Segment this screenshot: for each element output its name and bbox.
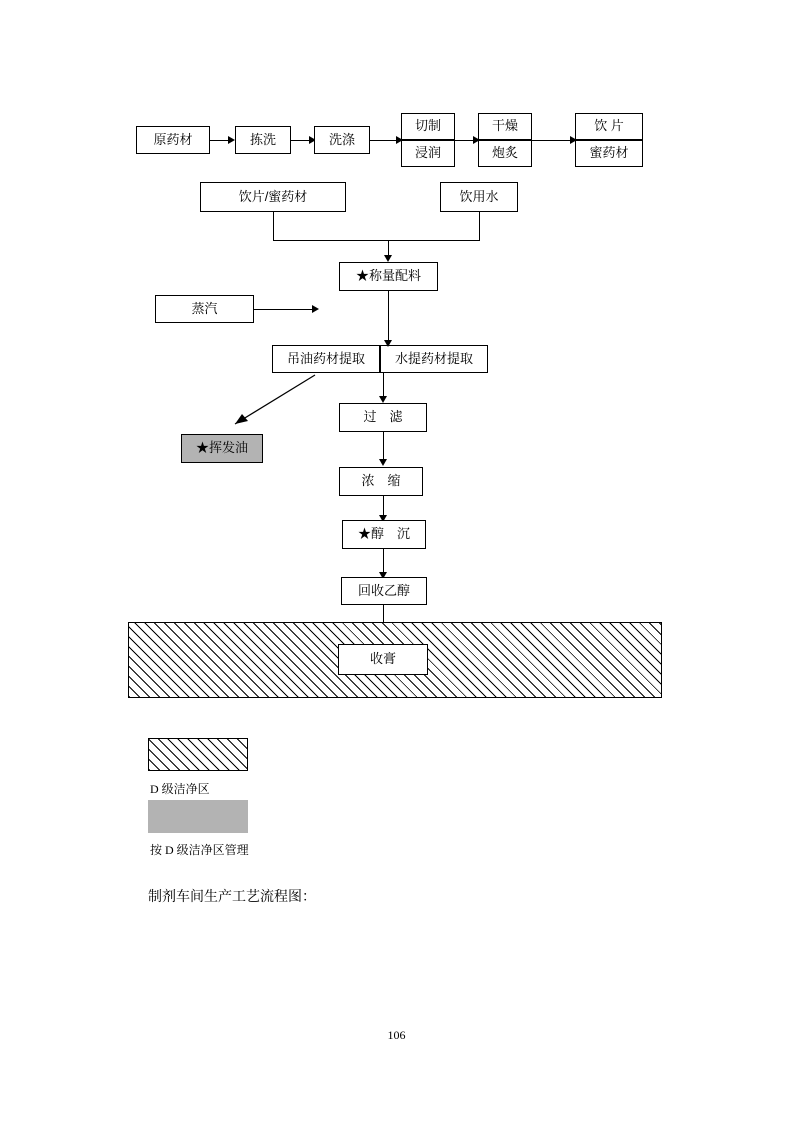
node-processing: 炮炙 — [478, 140, 532, 167]
node-potable-water: 饮用水 — [440, 182, 518, 212]
node-rinsing: 洗涤 — [314, 126, 370, 154]
arrowhead-n1-n2 — [228, 136, 235, 144]
node-filtration: 过 滤 — [339, 403, 427, 432]
node-sorting-washing: 拣洗 — [235, 126, 291, 154]
arrowhead-merge-to-weighing — [384, 255, 392, 262]
node-volatile-oil-extraction: 吊油药材提取 — [272, 345, 380, 373]
connector-merge-bus — [273, 240, 480, 241]
arrowhead-steam-to-extraction — [312, 305, 319, 313]
legend-swatch-hatched — [148, 738, 248, 771]
node-cutting: 切制 — [401, 113, 455, 140]
connector-n1-n2 — [210, 140, 230, 141]
legend-label-managed-as-clean-zone: 按 D 级洁净区管理 — [150, 843, 249, 857]
node-drying: 干燥 — [478, 113, 532, 140]
node-steam: 蒸汽 — [155, 295, 254, 323]
connector-steam-to-extraction — [254, 309, 314, 310]
connector-pieces-down — [273, 212, 274, 240]
node-soaking: 浸润 — [401, 140, 455, 167]
node-weighing-dosing: ★称量配料 — [339, 262, 438, 291]
node-volatile-oil: ★挥发油 — [181, 434, 263, 463]
connector-extraction-to-volatile-oil — [210, 372, 320, 434]
node-honey-material: 蜜药材 — [575, 140, 643, 167]
node-concentration: 浓 缩 — [339, 467, 423, 496]
node-pieces-or-honey-material: 饮片/蜜药材 — [200, 182, 346, 212]
connector-n2-n3 — [291, 140, 311, 141]
connector-n3-n4 — [370, 140, 398, 141]
section-caption: 制剂车间生产工艺流程图： — [148, 890, 316, 905]
connector-weighing-to-extraction — [388, 291, 389, 345]
node-decoction-pieces: 饮 片 — [575, 113, 643, 140]
legend-swatch-gray — [148, 800, 248, 833]
legend-label-clean-zone: D 级洁净区 — [150, 782, 210, 796]
node-ethanol-recovery: 回收乙醇 — [341, 577, 427, 605]
node-extractum-collection: 收膏 — [338, 644, 428, 675]
page-number: 106 — [387, 1028, 406, 1042]
connector-water-down — [479, 212, 480, 240]
arrowhead-extraction-to-filter — [379, 396, 387, 403]
node-water-extraction: 水提药材提取 — [380, 345, 488, 373]
node-raw-material: 原药材 — [136, 126, 210, 154]
arrowhead-filter-to-concentrate — [379, 459, 387, 466]
connector-n4-n6 — [455, 140, 475, 141]
node-alcohol-precipitation: ★醇 沉 — [342, 520, 426, 549]
connector-n6-n8 — [532, 140, 572, 141]
